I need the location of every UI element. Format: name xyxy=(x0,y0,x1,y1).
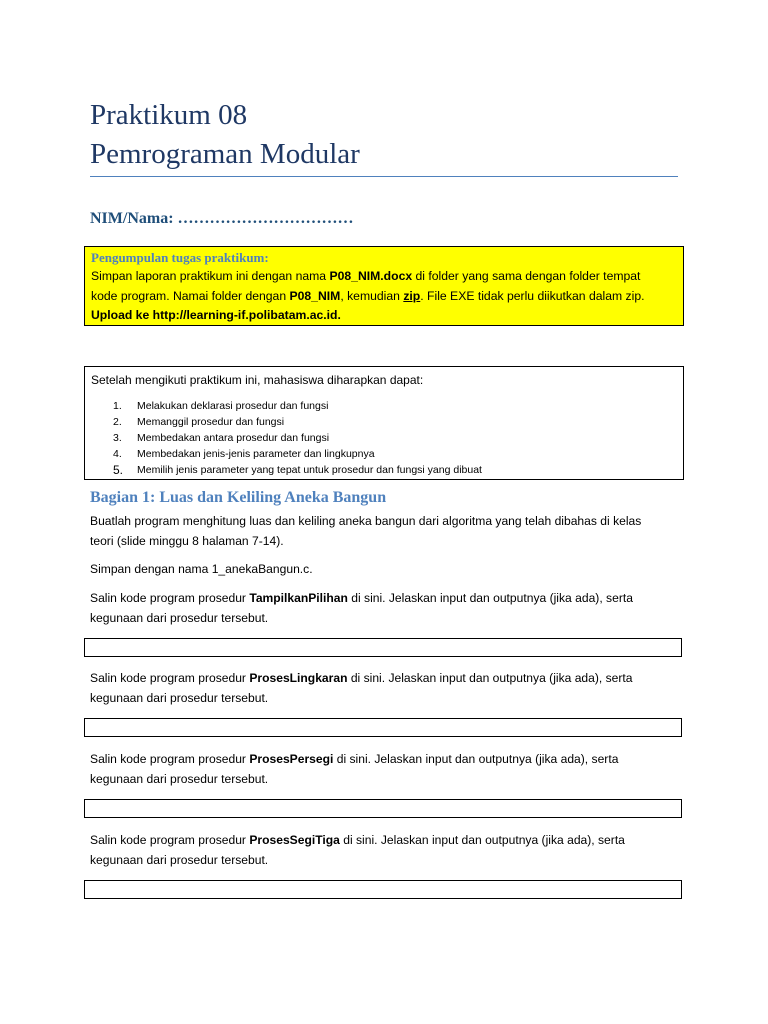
submission-line-3: Upload ke http://learning-if.polibatam.ac.id. xyxy=(91,308,341,322)
answer-box[interactable] xyxy=(84,799,682,818)
nim-field xyxy=(90,210,354,228)
zip-word: zip xyxy=(403,288,421,303)
list-item: 4. Membedakan jenis-jenis parameter dan lingkupnya xyxy=(113,448,375,460)
list-item: 1. Melakukan deklarasi prosedur dan fungsi xyxy=(113,400,329,412)
task-instruction: Salin kode program prosedur ProsesPersegi di sini. Jelaskan input dan outputnya (jika ada), serta kegunaan dari prosedur tersebut. xyxy=(90,752,619,786)
folder-name: P08_NIM xyxy=(289,288,341,303)
submission-line-1: Simpan laporan praktikum ini dengan nama P08_NIM.docx di folder yang sama dengan folder tempat xyxy=(91,269,641,283)
nim-separator: : xyxy=(168,210,174,227)
task-instruction: Salin kode program prosedur ProsesLingkaran di sini. Jelaskan input dan outputnya (jika ada), serta kegunaan dari prosedur tersebut. xyxy=(90,671,633,705)
submission-heading: Pengumpulan tugas praktikum: xyxy=(91,250,269,265)
answer-box[interactable] xyxy=(84,718,682,737)
submission-line-2: kode program. Namai folder dengan P08_NIM, kemudian zip. File EXE tidak perlu diikutkan dalam zip. xyxy=(91,288,645,303)
save-instruction: Simpan dengan nama 1_anekaBangun.c. xyxy=(90,562,313,576)
section-heading: Bagian 1: Luas dan Keliling Aneka Bangun xyxy=(90,489,387,506)
title-line-1: Praktikum 08 xyxy=(90,99,248,131)
answer-box[interactable] xyxy=(84,638,682,657)
list-item: 5. Memilih jenis parameter yang tepat untuk prosedur dan fungsi yang dibuat xyxy=(113,463,482,477)
objectives-box xyxy=(84,366,684,480)
list-item: 3. Membedakan antara prosedur dan fungsi xyxy=(113,432,330,444)
report-filename: P08_NIM.docx xyxy=(329,269,413,283)
title-divider xyxy=(90,176,678,177)
nim-label: NIM/Nama xyxy=(90,210,169,227)
submission-box xyxy=(84,246,684,326)
procedure-name: ProsesPersegi xyxy=(249,752,334,766)
task-instruction: Salin kode program prosedur ProsesSegiTiga di sini. Jelaskan input dan outputnya (jika ada), serta kegunaan dari prosedur tersebut. xyxy=(90,833,625,867)
procedure-name: ProsesLingkaran xyxy=(249,671,348,685)
task-instruction: Salin kode program prosedur TampilkanPilihan di sini. Jelaskan input dan outputnya (jika ada), serta kegunaan dari prosedur tersebut. xyxy=(90,591,633,625)
title-line-2: Pemrograman Modular xyxy=(90,138,360,170)
answer-box[interactable] xyxy=(84,880,682,899)
list-item: 2. Memanggil prosedur dan fungsi xyxy=(113,416,285,428)
nim-blank: …………………………… xyxy=(177,210,354,227)
page-title xyxy=(90,96,690,174)
procedure-name: TampilkanPilihan xyxy=(249,591,348,605)
objectives-intro: Setelah mengikuti praktikum ini, mahasiswa diharapkan dapat: xyxy=(91,373,424,387)
objectives-list xyxy=(91,398,675,478)
submission-body xyxy=(91,267,675,326)
procedure-name: ProsesSegiTiga xyxy=(249,833,340,847)
section-intro: Buatlah program menghitung luas dan keliling aneka bangun dari algoritma yang telah dibahas di kelas teori (slide minggu 8 halaman 7-14). xyxy=(90,514,642,548)
